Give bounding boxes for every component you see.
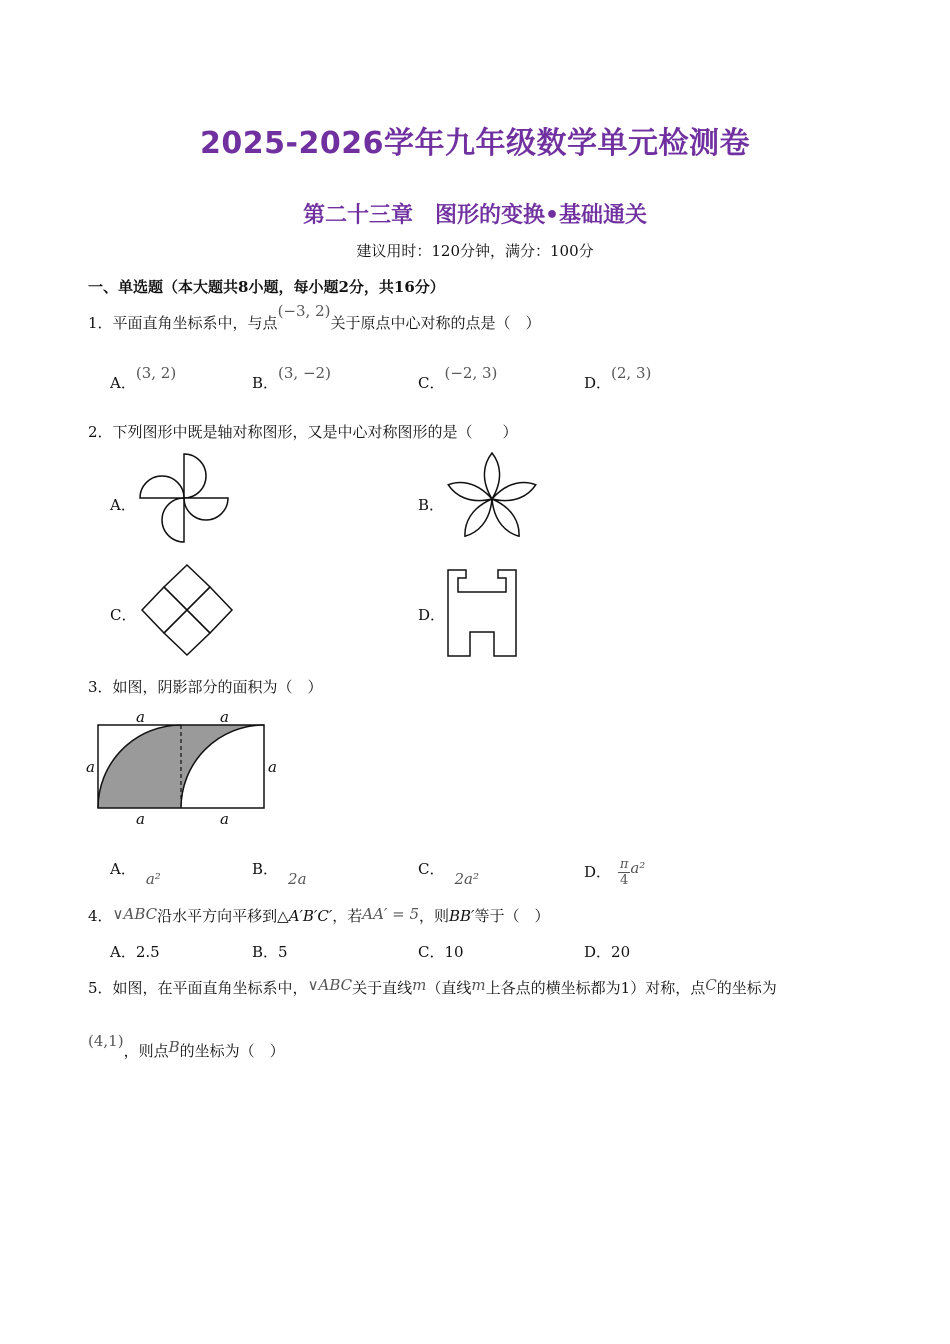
option-a[interactable]: A．2.5 (110, 943, 160, 961)
shaded-area-figure (84, 706, 284, 828)
option-a[interactable]: A． (110, 496, 136, 514)
question-2 (88, 421, 518, 442)
question-text: 等于（ ） (474, 907, 550, 925)
question-number: 4． (88, 907, 113, 925)
flower-figure (444, 452, 540, 544)
question-5 (88, 977, 777, 998)
triangle-abc: ∨ABC (112, 905, 158, 923)
question-3 (88, 676, 323, 697)
line-m: m (471, 976, 486, 994)
question-text: ，若 (332, 907, 363, 925)
option-a[interactable]: A．a² (110, 860, 161, 888)
question-number: 2． (88, 423, 113, 441)
question-text: 下列图形中既是轴对称图形，又是中心对称图形的是（ ） (112, 423, 518, 441)
question-text: 平面直角坐标系中，与点 (112, 314, 278, 332)
option-c[interactable]: C．10 (418, 943, 464, 961)
question-text: 的坐标为 (716, 979, 777, 997)
math-point: (−3, 2) (277, 302, 331, 320)
question-text: 上各点的横坐标都为1）对称，点 (485, 979, 706, 997)
castle-figure (446, 568, 518, 658)
exam-meta: 建议用时：120分钟，满分：100分 (356, 242, 594, 260)
option-b[interactable]: B．2a (252, 860, 307, 888)
question-1 (88, 302, 541, 333)
question-text: （直线 (426, 979, 472, 997)
question-5-cont (88, 1032, 285, 1061)
side-label-bottom-right: a (220, 810, 229, 828)
point-c: C (705, 976, 717, 994)
exam-title: 2025-2026学年九年级数学单元检测卷 (200, 126, 750, 161)
chapter-subtitle: 第二十三章 图形的变换•基础通关 (302, 203, 648, 228)
pinwheel-figure (138, 452, 230, 544)
option-b[interactable]: B．(3, −2) (252, 364, 331, 392)
math-point: (4,1) (88, 1032, 124, 1050)
question-4 (88, 905, 549, 926)
option-b[interactable]: B．5 (252, 943, 288, 961)
side-label-left: a (86, 758, 95, 776)
question-text: 关于原点中心对称的点是（ ） (330, 314, 541, 332)
option-c[interactable]: C．(−2, 3) (418, 364, 498, 392)
question-number: 3． (88, 678, 113, 696)
question-text: 如图，在平面直角坐标系中， (112, 979, 308, 997)
question-number: 5． (88, 979, 113, 997)
diamonds-figure (140, 563, 234, 657)
side-label-top-left: a (136, 708, 145, 726)
option-c[interactable]: C． (110, 606, 137, 624)
segment: BB′ (449, 907, 475, 925)
option-d[interactable]: D．20 (584, 943, 631, 961)
option-c[interactable]: C．2a² (418, 860, 479, 888)
option-d[interactable]: D． $\frac{\pi}{4}$ a² (584, 857, 646, 888)
triangle-prime: △A′B′C′ (277, 907, 333, 925)
section-heading: 一、单选题（本大题共8小题，每小题2分，共16分） (88, 278, 445, 296)
question-number: 1． (88, 314, 113, 332)
question-text: 的坐标为（ ） (179, 1042, 285, 1060)
point-b: B (168, 1038, 180, 1056)
option-a[interactable]: A．(3, 2) (110, 364, 177, 392)
side-label-right: a (268, 758, 277, 776)
condition: AA′ = 5 (362, 905, 419, 923)
option-b[interactable]: B． (418, 496, 445, 514)
line-m: m (412, 976, 427, 994)
option-d[interactable]: D．(2, 3) (584, 364, 652, 392)
question-text: 沿水平方向平移到 (157, 907, 278, 925)
side-label-top-right: a (220, 708, 229, 726)
side-label-bottom-left: a (136, 810, 145, 828)
question-text: ，则点 (123, 1042, 169, 1060)
triangle-abc: ∨ABC (307, 976, 353, 994)
question-text: ，则 (418, 907, 449, 925)
question-text: 如图，阴影部分的面积为（ ） (112, 678, 323, 696)
option-d[interactable]: D． (418, 606, 446, 624)
question-text: 关于直线 (352, 979, 413, 997)
